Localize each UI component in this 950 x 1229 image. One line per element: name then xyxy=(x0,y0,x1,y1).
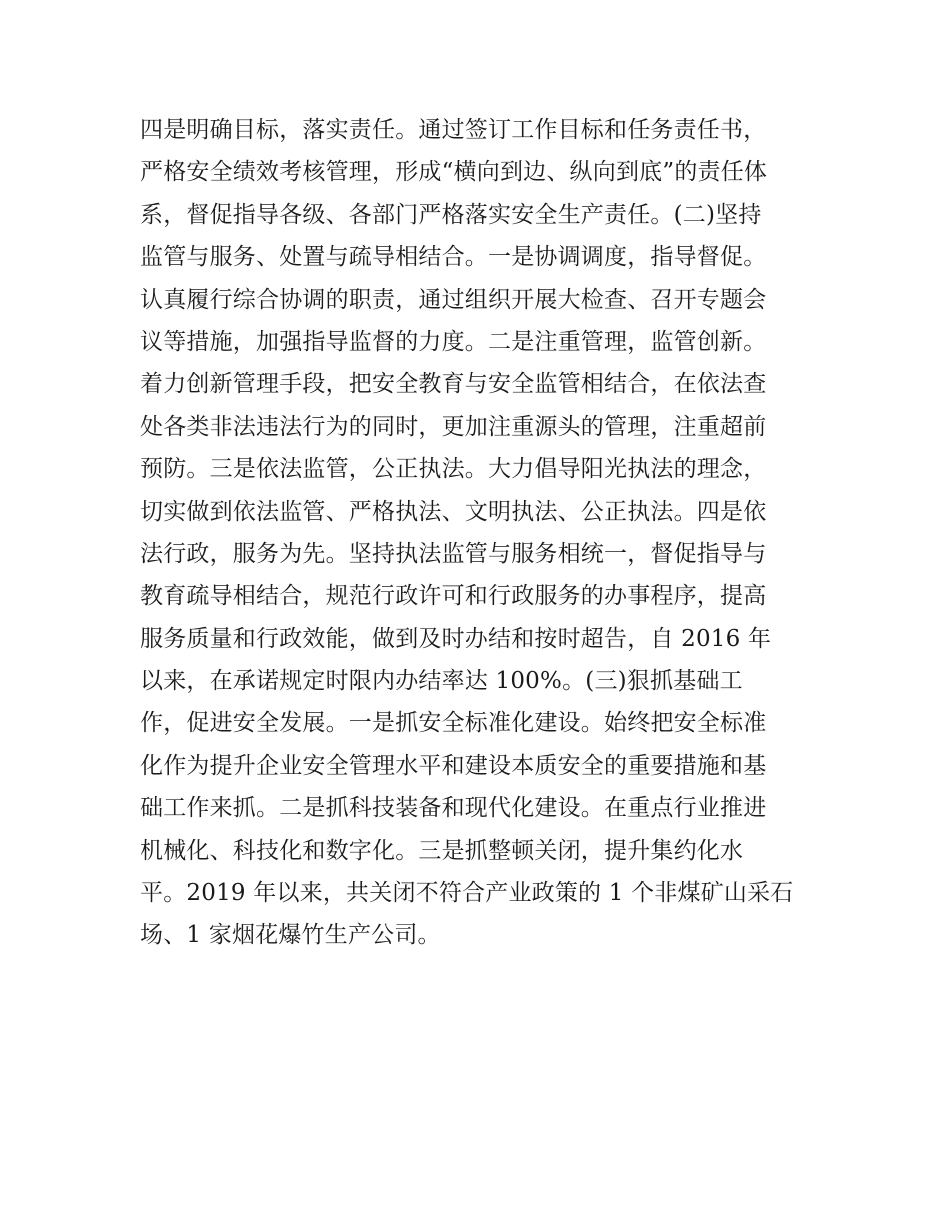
text-line: 以来，在承诺规定时限内办结率达 100%。(三)狠抓基础工 xyxy=(140,668,743,695)
text-line: 机械化、科技化和数字化。三是抓整顿关闭，提升集约化水 xyxy=(140,837,744,864)
text-line: 着力创新管理手段，把安全教育与安全监管相结合，在依法查 xyxy=(140,371,767,398)
text-line: 础工作来抓。二是抓科技装备和现代化建设。在重点行业推进 xyxy=(140,795,767,822)
text-line: 处各类非法违法行为的同时，更加注重源头的管理，注重超前 xyxy=(140,413,767,440)
text-line: 四是明确目标，落实责任。通过签订工作目标和任务责任书， xyxy=(140,117,767,143)
text-line: 切实做到依法监管、严格执法、文明执法、公正执法。四是依 xyxy=(140,498,767,525)
text-line: 化作为提升企业安全管理水平和建设本质安全的重要措施和基 xyxy=(140,752,767,779)
text-line: 预防。三是依法监管，公正执法。大力倡导阳光执法的理念， xyxy=(140,456,767,483)
text-line: 严格安全绩效考核管理，形成“横向到边、纵向到底”的责任体 xyxy=(140,159,768,186)
text-line: 监管与服务、处置与疏导相结合。一是协调调度，指导督促。 xyxy=(140,244,767,271)
text-line: 服务质量和行政效能，做到及时办结和按时超告，自 2016 年 xyxy=(140,625,772,652)
body-paragraph xyxy=(140,109,830,957)
text-line: 作，促进安全发展。一是抓安全标准化建设。始终把安全标准 xyxy=(140,710,767,737)
text-line: 平。2019 年以来，共关闭不符合产业政策的 1 个非煤矿山采石 xyxy=(140,880,794,907)
text-line: 法行政，服务为先。坚持执法监管与服务相统一，督促指导与 xyxy=(140,540,767,567)
text-line: 场、1 家烟花爆竹生产公司。 xyxy=(140,922,441,949)
text-line: 教育疏导相结合，规范行政许可和行政服务的办事程序，提高 xyxy=(140,583,767,610)
text-line: 议等措施，加强指导监督的力度。二是注重管理，监管创新。 xyxy=(140,328,767,355)
text-line: 系，督促指导各级、各部门严格落实安全生产责任。(二)坚持 xyxy=(140,201,762,228)
text-line: 认真履行综合协调的职责，通过组织开展大检查、召开专题会 xyxy=(140,286,767,313)
